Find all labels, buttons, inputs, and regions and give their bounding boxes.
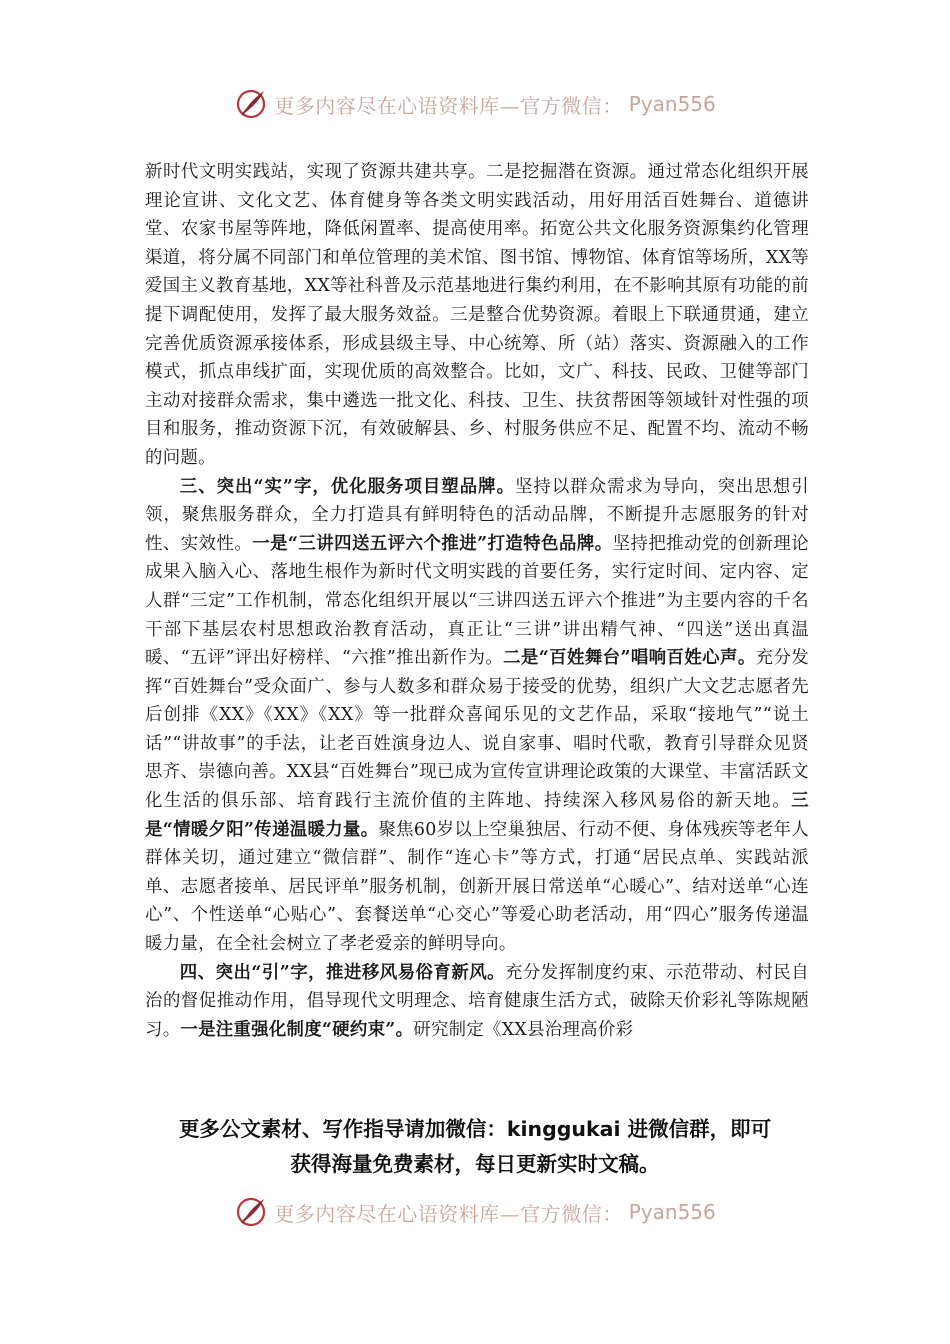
paragraph-section-four [145,959,809,1045]
paragraph-text: 新时代文明实践站，实现了资源共建共享。二是挖掘潜在资源。通过常态化组织开展理论宣讲、文化文艺、体育健身等各类文明实践活动，用好用活百姓舞台、道德讲堂、农家书屋等阵地，降低闲置率、提高使用率。拓宽公共文化服务资源集约化管理渠道，将分属不同部门和单位管理的美术馆、图书馆、博物馆、体育馆等场所，XX等爱国主义教育基地，XX等社科普及示范基地进行集约利用，在不影响其原有功能的前提下调配使用，发挥了最大服务效益。三是整合优势资源。着眼上下联通贯通，建立完善优质资源承接体系，形成县级主导、中心统筹、所（站）落实、资源融入的工作模式，抓点串线扩面，实现优质的高效整合。比如，文广、科技、民政、卫健等部门主动对接群众需求，集中遴选一批文化、科技、卫生、扶贫帮困等领域针对性强的项目和服务，推动资源下沉，有效破解县、乡、村服务供应不足、配置不均、流动不畅的问题。 [145,162,809,468]
document-body [145,158,809,1044]
paragraph-text: 研究制定《XX县治理高价彩 [413,1019,634,1040]
section-heading: 三、突出“实”字，优化服务项目塑品牌。 [179,476,515,497]
watermark-text: 更多内容尽在心语资料库—官方微信： [274,1201,623,1226]
paragraph-text: 充分发挥“百姓舞台”受众面广、参与人数多和群众易于接受的优势，组织广大文艺志愿者先后创排《XX》《XX》《XX》等一批群众喜闻乐见的文艺作品，采取“接地气”“说土话”“讲故事”的手法，让老百姓演身边人、说自家事、唱时代歌，教育引导群众见贤思齐、崇德向善。XX县“百姓舞台”现已成为宣传宣讲理论政策的大课堂、丰富活跃文化生活的俱乐部、培育践行主流价值的主阵地、持续深入移风易俗的新天地。 [145,648,809,812]
watermark-header [0,82,950,126]
watermark-footer [0,1190,950,1234]
paragraph-section-three [145,473,809,959]
watermark-wechat-id: Pyan556 [628,92,716,116]
promo-line-2: 获得海量免费素材，每日更新实时文稿。 [290,1152,660,1176]
paragraph-text: 聚焦60岁以上空巢独居、行动不便、身体残疾等老年人群体关切，通过建立“微信群”、制作“连心卡”等方式，打通“居民点单、实践站派单、志愿者接单、居民评单”服务机制，创新开展日常送单“心暖心”、结对送单“心连心”、个性送单“心贴心”、套餐送单“心交心”等爱心助老活动，用“四心”服务传递温暖力量，在全社会树立了孝老爱亲的鲜明导向。 [145,819,809,955]
promo-line-1: 更多公文素材、写作指导请加微信：kinggukai 进微信群，即可 [178,1117,772,1141]
bold-point: 三是“情暖夕阳”传递温暖力量。 [145,791,809,840]
paragraph-text: 充分发挥制度约束、示范带动、村民自治的督促推动作用，倡导现代文明理念、培育健康生活方式，破除天价彩礼等陈规陋习。 [145,962,809,1040]
quill-logo-icon [234,1195,268,1229]
section-heading: 四、突出“引”字，推进移风易俗育新风。 [179,962,505,983]
paragraph-text: 坚持把推动党的创新理论成果入脑入心、落地生根作为新时代文明实践的首要任务，实行定时间、定内容、定人群“三定”工作机制，常态化组织开展以“三讲四送五评六个推进”为主要内容的千名干部下基层农村思想政治教育活动，真正让“三讲”讲出精气神、“四送”送出真温暖、“五评”评出好榜样、“六推”推出新作为。 [145,533,809,669]
bold-point: 二是“百姓舞台”唱响百姓心声。 [503,648,756,669]
bold-point: 一是注重强化制度“硬约束”。 [180,1019,414,1040]
paragraph-text: 坚持以群众需求为导向，突出思想引领，聚焦服务群众，全力打造具有鲜明特色的活动品牌，不断提升志愿服务的针对性、实效性。 [145,476,809,554]
watermark-wechat-id: Pyan556 [628,1200,716,1224]
bold-point: 一是“三讲四送五评六个推进”打造特色品牌。 [252,533,613,554]
paragraph-resources [145,158,809,473]
watermark-text: 更多内容尽在心语资料库—官方微信： [274,93,623,118]
quill-logo-icon [234,87,268,121]
